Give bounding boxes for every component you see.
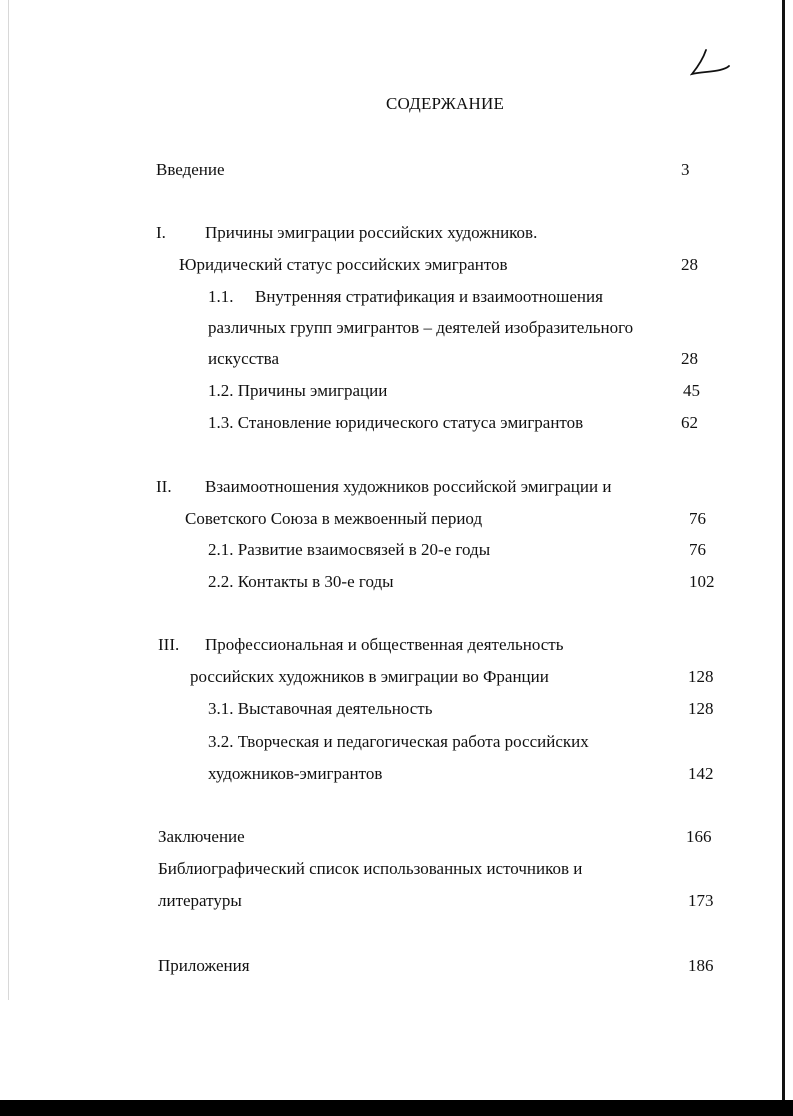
- chapter-3-title-line1: Профессиональная и общественная деятельность: [205, 635, 564, 654]
- section-1-1-number: 1.1.: [208, 287, 234, 306]
- section-1-1-page: 28: [681, 349, 698, 368]
- section-1-1-line3: искусства: [208, 349, 280, 368]
- section-3-1: 3.1. Выставочная деятельность: [208, 699, 433, 718]
- toc-title: СОДЕРЖАНИЕ: [386, 94, 505, 113]
- chapter-1-title-line1: Причины эмиграции российских художников.: [205, 223, 538, 242]
- handwritten-page-number: [690, 46, 730, 78]
- toc-bibliography-line2: литературы: [158, 891, 242, 910]
- section-2-2-page: 102: [689, 572, 715, 591]
- chapter-1-number: I.: [156, 223, 166, 242]
- toc-intro-page: 3: [681, 160, 690, 179]
- section-3-1-page: 128: [688, 699, 714, 718]
- chapter-1-page: 28: [681, 255, 698, 274]
- chapter-1-title-line2: Юридический статус российских эмигрантов: [179, 255, 508, 274]
- toc-conclusion-label: Заключение: [158, 827, 245, 846]
- page-right-edge: [782, 0, 785, 1100]
- page-left-edge: [8, 0, 9, 1000]
- chapter-3-page: 128: [688, 667, 714, 686]
- section-1-3: 1.3. Становление юридического статуса эмигрантов: [208, 413, 584, 432]
- section-1-3-page: 62: [681, 413, 698, 432]
- section-1-2: 1.2. Причины эмиграции: [208, 381, 388, 400]
- chapter-2-title-line2: Советского Союза в межвоенный период: [185, 509, 483, 528]
- chapter-3-title-line2: российских художников в эмиграции во Франции: [190, 667, 549, 686]
- section-3-2-line2: художников-эмигрантов: [208, 764, 383, 783]
- scan-bottom-border: [0, 1100, 793, 1116]
- chapter-2-page: 76: [689, 509, 706, 528]
- toc-intro-label: Введение: [156, 160, 225, 179]
- toc-conclusion-page: 166: [686, 827, 712, 846]
- section-2-1: 2.1. Развитие взаимосвязей в 20-е годы: [208, 540, 491, 559]
- section-3-2-line1: 3.2. Творческая и педагогическая работа российских: [208, 732, 589, 751]
- toc-bibliography-page: 173: [688, 891, 714, 910]
- section-1-2-page: 45: [683, 381, 700, 400]
- chapter-2-number: II.: [156, 477, 172, 496]
- section-2-1-page: 76: [689, 540, 706, 559]
- section-2-2: 2.2. Контакты в 30-е годы: [208, 572, 394, 591]
- toc-bibliography-line1: Библиографический список использованных источников и: [158, 859, 583, 878]
- chapter-2-title-line1: Взаимоотношения художников российской эмиграции и: [205, 477, 612, 496]
- section-1-1-line2: различных групп эмигрантов – деятелей изобразительного: [208, 318, 634, 337]
- chapter-3-number: III.: [158, 635, 180, 654]
- section-3-2-page: 142: [688, 764, 714, 783]
- toc-appendices-label: Приложения: [158, 956, 250, 975]
- toc-appendices-page: 186: [688, 956, 714, 975]
- section-1-1-line1: Внутренняя стратификация и взаимоотношения: [255, 287, 603, 306]
